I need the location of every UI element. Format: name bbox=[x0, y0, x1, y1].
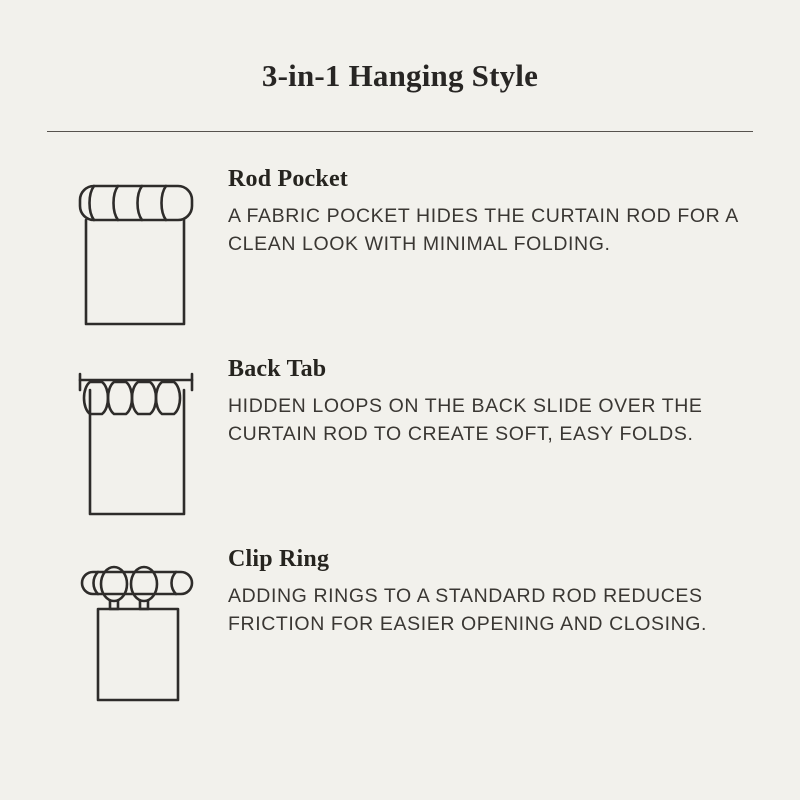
title-divider bbox=[47, 131, 753, 132]
style-list bbox=[0, 166, 800, 714]
list-item bbox=[0, 546, 800, 714]
style-description: ADDING RINGS TO A STANDARD ROD REDUCES FRICTION FOR EASIER OPENING AND CLOSING. bbox=[228, 585, 708, 635]
style-description: A FABRIC POCKET HIDES THE CURTAIN ROD FOR A CLEAN LOOK WITH MINIMAL FOLDING. bbox=[228, 205, 738, 255]
back-tab-curtain-icon bbox=[48, 356, 228, 524]
rod-pocket-curtain-icon bbox=[48, 166, 228, 334]
page-title: 3-in-1 Hanging Style bbox=[261, 58, 539, 93]
style-title: Back Tab bbox=[228, 356, 327, 382]
list-item bbox=[0, 356, 800, 524]
style-description: HIDDEN LOOPS ON THE BACK SLIDE OVER THE CURTAIN ROD TO CREATE SOFT, EASY FOLDS. bbox=[228, 395, 703, 445]
style-title: Clip Ring bbox=[228, 546, 330, 572]
list-item bbox=[0, 166, 800, 334]
style-title: Rod Pocket bbox=[228, 166, 348, 192]
clip-ring-curtain-icon bbox=[48, 546, 228, 714]
